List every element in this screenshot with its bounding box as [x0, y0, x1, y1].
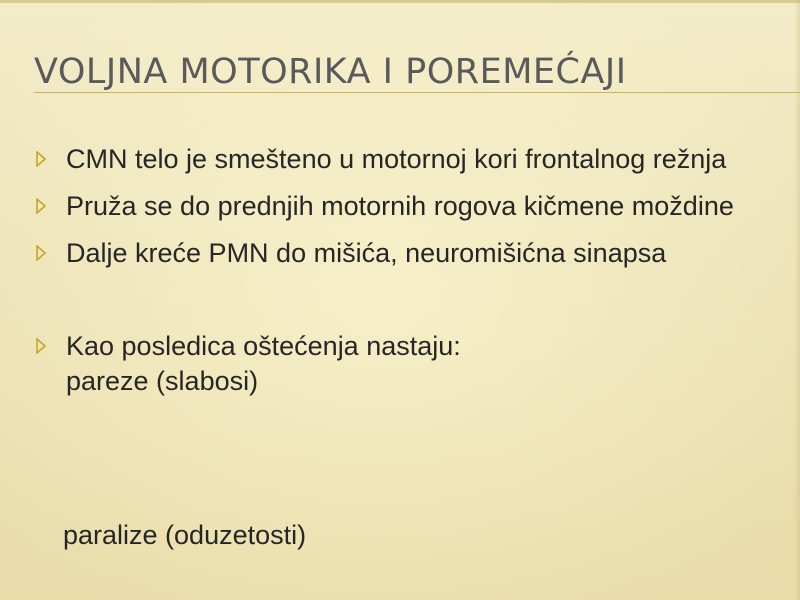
- bullet-text: Kao posledica oštećenja nastaju:: [66, 331, 461, 361]
- triangle-bullet-icon: [36, 198, 46, 214]
- bullet-item: [36, 329, 776, 399]
- triangle-bullet-icon: [36, 151, 46, 167]
- blank-line: [36, 283, 776, 329]
- right-edge-decoration: [794, 0, 800, 600]
- bullet-text: Dalje kreće PMN do mišića, neuromišićna sinapsa: [66, 238, 667, 268]
- bullet-item: [36, 236, 776, 271]
- indented-line: paralize (oduzetosti): [63, 520, 307, 550]
- title-underline: [34, 92, 800, 93]
- top-border: [0, 0, 800, 3]
- bullet-text: CMN telo je smešteno u motornoj kori frontalnog režnja: [66, 144, 727, 174]
- triangle-bullet-icon: [36, 338, 46, 354]
- slide-title: VOLJNA MOTORIKA I POREMEĆAJI: [34, 52, 627, 92]
- bullet-continuation: pareze (slabosi): [66, 366, 259, 396]
- bullet-list: [36, 142, 776, 411]
- bullet-item: [36, 189, 776, 224]
- bullet-text: Pruža se do prednjih motornih rogova kičmene moždine: [66, 191, 734, 221]
- bullet-item: [36, 142, 776, 177]
- triangle-bullet-icon: [36, 245, 46, 261]
